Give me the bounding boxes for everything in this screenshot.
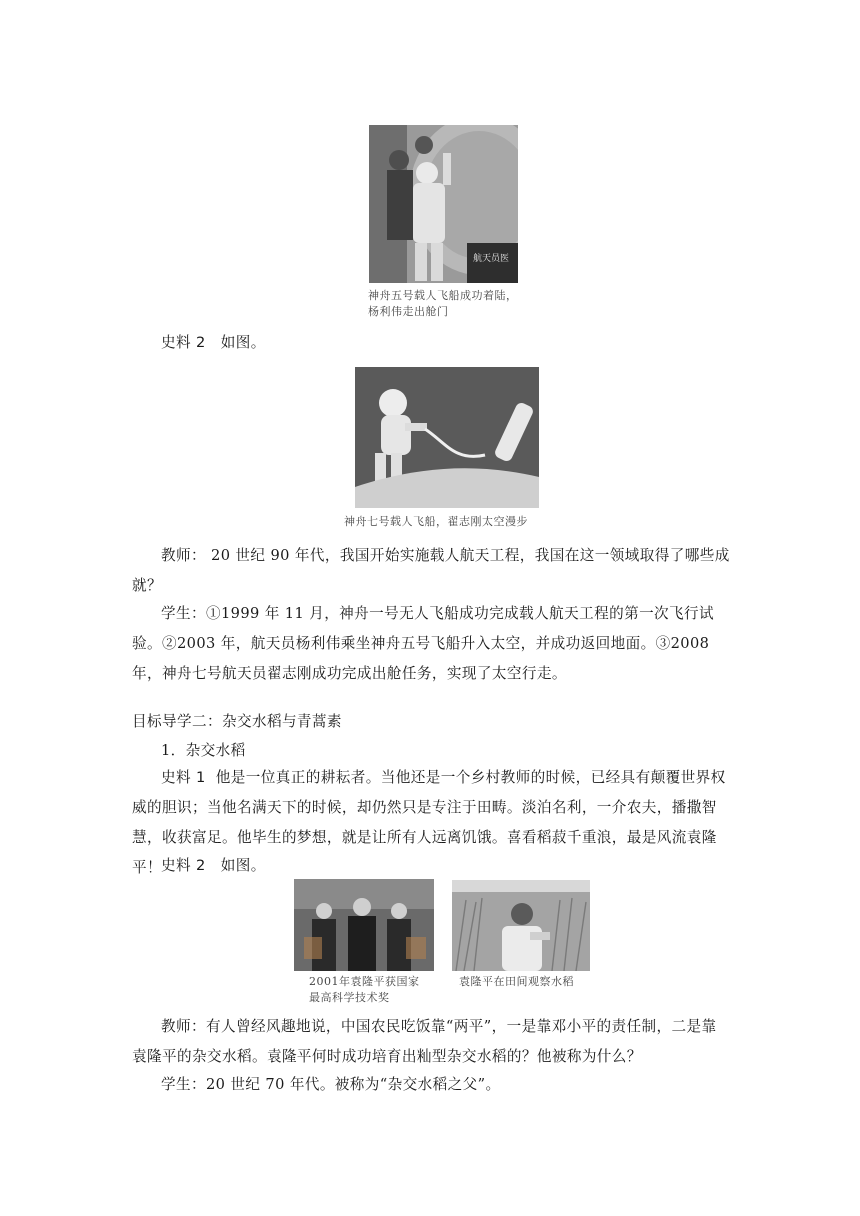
answer-text: 20 世纪 70 年代。被称为“杂交水稻之父”。 [205, 1076, 501, 1093]
photo-sign-text: 航天员医 [473, 254, 510, 264]
source-label: 史料 2 [161, 334, 206, 351]
speaker-label: 学生： [161, 605, 206, 622]
answer-text: ①1999 年 11 月，神舟一号无人飞船成功完成载人航天工程的第一次飞行试验。②2003 年，航天员杨利伟乘坐神舟五号飞船升入太空，并成功返回地面。③2008 年，神舟七号航天员翟志刚成功完成出舱任务，实现了太空行走。 [132, 605, 715, 682]
question-text: 有人曾经风趣地说，中国农民吃饭靠“两平”，一是靠邓小平的责任制，二是靠袁隆平的杂交水稻。袁隆平何时成功培育出籼型杂交水稻的？他被称为什么？ [132, 1018, 717, 1065]
source-text: 他是一位真正的耕耘者。当他还是一个乡村教师的时候，已经具有颠覆世界权威的胆识；当他名满天下的时候，却仍然只是专注于田畴。淡泊名利，一介农夫，播撒智慧，收获富足。他毕生的梦想，就是让所有人远离饥饿。喜看稻菽千重浪，最是风流袁隆平！ [132, 769, 726, 876]
student-answer-1 [132, 599, 730, 689]
award-illustration [294, 879, 434, 971]
rice-field-photo [452, 880, 590, 971]
shenzhou7-photo [355, 367, 539, 508]
source2-line [161, 333, 266, 353]
shenzhou5-photo [369, 125, 518, 283]
speaker-label: 学生： [161, 1076, 206, 1093]
source-label: 史料 1 [161, 769, 206, 786]
speaker-label: 教师： [161, 1018, 206, 1035]
rice-field-illustration [452, 880, 590, 971]
spacewalk-illustration [355, 367, 539, 508]
section-heading: 1．杂交水稻 [161, 742, 246, 759]
teacher-question-1 [132, 541, 730, 601]
figure3-caption-line2: 最高科学技术奖 [309, 991, 390, 1004]
student-answer-2 [132, 1070, 730, 1100]
figure1-caption-line2: 杨利伟走出舱门 [368, 305, 449, 318]
award-photo [294, 879, 434, 971]
teacher-question-2 [132, 1012, 730, 1072]
figure3-caption-line1: 2001年袁隆平获国家 [309, 975, 420, 988]
question-text: 20 世纪 90 年代，我国开始实施载人航天工程，我国在这一领域取得了哪些成就？ [132, 547, 730, 594]
goal-heading: 目标导学二：杂交水稻与青蒿素 [132, 713, 342, 730]
figure1-caption-line1: 神舟五号载人飞船成功着陆， [368, 289, 518, 302]
source-text: 如图。 [220, 334, 266, 351]
shenzhou5-illustration [369, 125, 518, 283]
source-label: 史料 2 [161, 857, 206, 874]
source2-line-b [161, 856, 266, 876]
figure4-caption: 袁隆平在田间观察水稻 [459, 975, 574, 988]
source-text: 如图。 [220, 857, 266, 874]
speaker-label: 教师： [161, 547, 206, 564]
figure2-caption: 神舟七号载人飞船，翟志刚太空漫步 [344, 515, 528, 528]
